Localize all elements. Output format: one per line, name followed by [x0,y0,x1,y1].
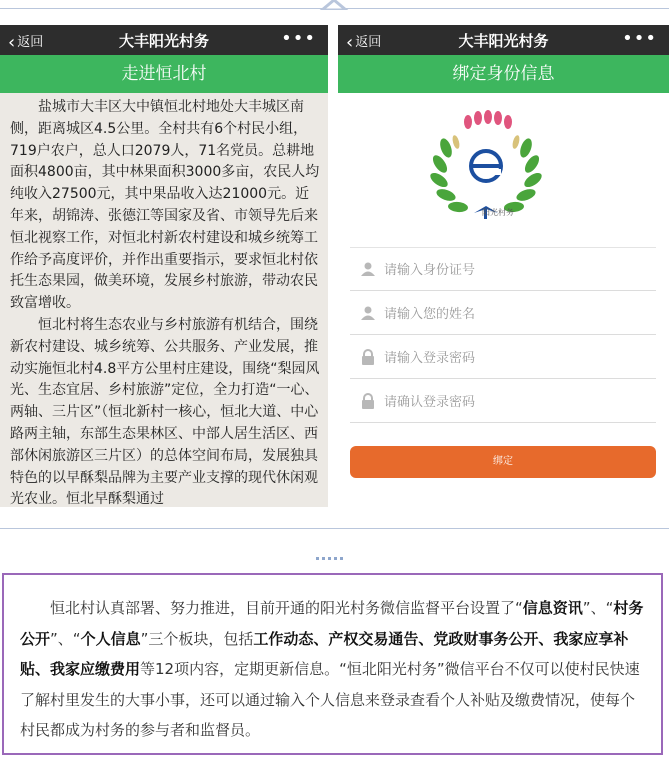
nav-bar [0,25,328,55]
summary-text: ”三个板块，包括 [140,629,254,648]
lock-icon [360,349,376,365]
nav-bar [338,25,669,55]
confirm-password-field[interactable] [350,380,656,423]
right-phone-screen [338,25,669,507]
summary-bold: 信息资讯 [522,599,583,617]
more-menu-icon[interactable]: ••• [622,28,657,49]
summary-text: ”、“ [50,629,81,648]
logo-caption: 阳光村务 [482,208,514,217]
password-input[interactable] [382,346,646,370]
id-number-field[interactable] [350,248,656,291]
section-header: 走进恒北村 [0,55,328,93]
article-body [0,93,328,507]
chevron-left-icon: ‹ [8,32,16,53]
user-icon [360,305,376,321]
bind-button[interactable]: 绑定 [350,446,656,478]
summary-text: 恒北村认真部署、努力推进，目前开通的阳光村务微信监督平台设置了“ [50,599,523,617]
nav-title: 大丰阳光村务 [118,32,209,50]
id-number-input[interactable] [382,258,646,282]
middle-divider [0,528,669,529]
bind-form [350,247,656,424]
lock-icon [360,393,376,409]
left-phone-screen [0,25,328,507]
summary-box [2,573,663,755]
summary-text: 等12项内容，定期更新信息。“恒北阳光村务”微信平台不仅可以使村民快速了解村里发生的大事小事，还可以通过输入个人信息来登录查看个人补贴及缴费情况，使每个村民都成为村务的参与者和监督员。 [20,660,640,739]
nav-title: 大丰阳光村务 [458,32,549,50]
confirm-password-input[interactable] [382,390,646,414]
back-label: 返回 [17,35,44,50]
user-icon [360,261,376,277]
summary-paragraph [20,593,645,746]
summary-text: ”、“ [582,599,614,617]
name-input[interactable] [382,302,646,326]
name-field[interactable] [350,292,656,335]
summary-bold: 工作动态、产权交易通告、党政财事务公开、我家应享补贴、我家应缴费用 [20,629,629,678]
summary-bold: 个人信息 [80,629,141,648]
article-paragraph: 恒北村将生态农业与乡村旅游有机结合，围绕新农村建设、城乡统筹、公共服务、产业发展，推动实施恒北村4.8平方公里村庄建设，围绕“梨园风光、生态宜居、乡村旅游”定位，全力打造“一心、两轴、三片区”（恒北新村一核心，恒北大道、中心路两主轴，东部生态果林区、中部人居生活区、西部休闲旅游区三片区）的总体空间布局，发展独具特色的以早酥梨品牌为主要产业支撑的现代休闲观光农业。恒北早酥梨通过 [10,316,320,507]
article-paragraph: 盐城市大丰区大中镇恒北村地处大丰城区南侧，距离城区4.5公里。全村共有6个村民小组，719户农户，总人口2079人，71名党员。总耕地面积4800亩，其中林果面积3000多亩，农民人均纯收入27500元，其中果品收入达21000元。近年来，胡锦涛、张德江等国家及省、市领导先后来恒北视察工作，对恒北村新农村建设和城乡统筹工作给予高度评价，并作出重要指示，要求恒北村依托生态果园，做美环境，发展乡村旅游，带动农民致富增收。 [10,99,320,312]
dots-decoration [316,545,356,549]
triangle-decoration [318,0,350,10]
password-field[interactable] [350,336,656,379]
summary-bold: 村务公开 [20,599,644,648]
section-header: 绑定身份信息 [338,55,669,93]
chevron-left-icon: ‹ [346,32,354,53]
more-menu-icon[interactable]: ••• [281,28,316,49]
back-label: 返回 [355,35,382,50]
